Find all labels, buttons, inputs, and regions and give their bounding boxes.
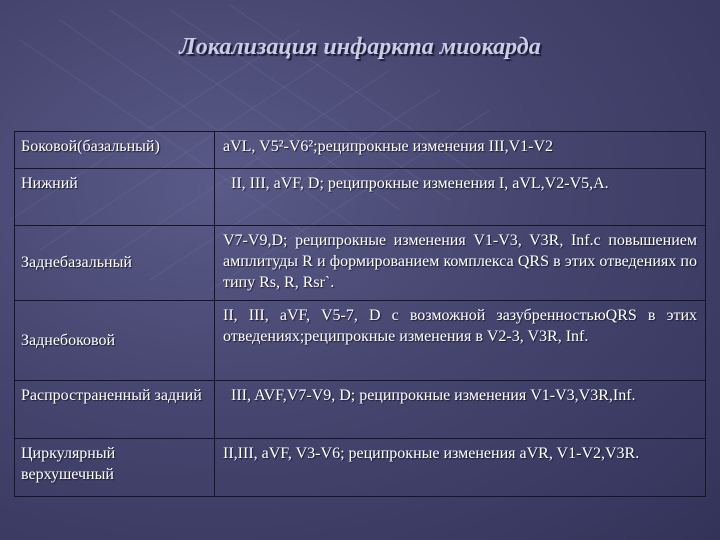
table-row (15, 169, 706, 226)
location-cell: Заднебазальный (15, 226, 215, 301)
ecg-signs-cell: aVL, V5²-V6²;реципрокные изменения III,V1-V2 (215, 132, 706, 169)
ecg-signs-cell: II,III, aVF, V3-V6; реципрокные изменения aVR, V1-V2,V3R. (215, 439, 706, 497)
location-cell: Циркулярный верхушечный (15, 439, 215, 497)
location-cell: Заднебоковой (15, 301, 215, 381)
infarction-localization-table (14, 131, 706, 497)
ecg-signs-cell: III, AVF,V7-V9, D; реципрокные изменения V1-V3,V3R,Inf. (215, 381, 706, 439)
ecg-signs-cell: II, III, aVF, D; реципрокные изменения I, aVL,V2-V5,A. (215, 169, 706, 226)
ecg-signs-cell: V7-V9,D; реципрокные изменения V1-V3, V3R, Inf.c повышением амплитуды R и формированием комплекса QRS в этих отведениях по типу Rs, R, Rsr`. (215, 226, 706, 301)
table-row (15, 132, 706, 169)
table-row (15, 381, 706, 439)
ecg-signs-cell: II, III, aVF, V5-7, D с возможной зазубренностьюQRS в этих отведениях;реципрокные изменения в V2-3, V3R, Inf. (215, 301, 706, 381)
slide-title: Локализация инфаркта миокарда (179, 34, 541, 60)
table-row (15, 439, 706, 497)
location-cell: Распространенный задний (15, 381, 215, 439)
table-row (15, 226, 706, 301)
location-cell: Нижний (15, 169, 215, 226)
table-row (15, 301, 706, 381)
location-cell: Боковой(базальный) (15, 132, 215, 169)
